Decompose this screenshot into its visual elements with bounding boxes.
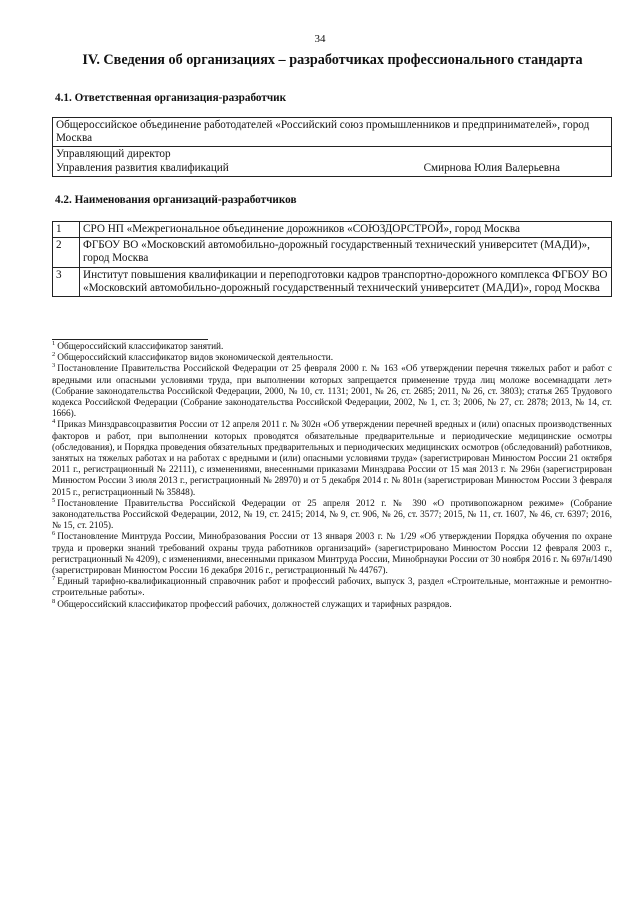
position-line1: Управляющий директор — [56, 148, 171, 161]
footnote-divider — [52, 339, 208, 340]
row-number: 3 — [53, 267, 80, 296]
responsible-organization: Общероссийское объединение работодателей «Российский союз промышленников и предпринимателей», город Москва — [53, 118, 612, 147]
developer-name: СРО НП «Межрегиональное объединение дорожников «СОЮЗДОРСТРОЙ», город Москва — [80, 222, 612, 238]
developers-heading: 4.2. Наименования организаций-разработчиков — [55, 194, 297, 206]
footnote-3: $^3$ Постановление Правительства Российской Федерации от 25 февраля 2000 г. № 163 «Об утверждении перечня тяжелых работ и работ с вредными или опасными условиями труда, при выполнении которых запрещается применение труда лиц моложе восемнадцати лет» (Собрание законодательства Российской Федерации, 2000, № 10, ст. 1131; 2001, № 26, ст. 2685; 2011, № 26, ст. 3803); статья 265 Трудового кодекса Российской Федерации (Собрание законодательства Российской Федерации, 2002, № 1, ст. 3; 2006, № 27, ст. 2878; 2013, № 14, ст. 1666). — [52, 362, 612, 420]
row-number: 2 — [53, 238, 80, 267]
position-line2: Управления развития квалификаций — [56, 161, 229, 174]
footnotes — [52, 339, 612, 611]
page-number: 34 — [314, 33, 326, 45]
footnote-5: $^5$ Постановление Правительства Российской Федерации от 25 апреля 2012 г. № 390 «О противопожарном режиме» (Собрание законодательства Российской Федерации, 2012, № 19, ст. 2415; 2014, № 9, ст. 906, № 26, ст. 3577; 2015, № 11, ст. 1607, № 46, ст. 6397; 2016, № 15, ст. 2105). — [52, 496, 612, 532]
person-name: Смирнова Юлия Валерьевна — [423, 161, 560, 174]
footnote-4: $^4$ Приказ Минздравсоцразвития России от 12 апреля 2011 г. № 302н «Об утверждении перечней вредных и (или) опасных производственных факторов и работ, при выполнении которых проводятся обязательные предварительные и периодические медицинские осмотры (обследования), и Порядка проведения обязательных предварительных и периодических медицинских осмотров (обследований) работников, занятых на тяжелых работах и на работах с вредными и (или) опасными условиями труда» (зарегистрирован Минюстом России 21 октября 2011 г., регистрационный № 22111), с изменениями, внесенными приказами Минздрава России от 15 мая 2013 г. № 296н (зарегистрирован Минюстом России 3 июля 2013 г., регистрационный № 28970) и от 5 декабря 2014 г. № 801н (зарегистрирован Минюстом России 3 февраля 2015 г., регистрационный № 35848). — [52, 418, 612, 498]
row-number: 1 — [53, 222, 80, 238]
footnote-2: $^2$ Общероссийский классификатор видов экономической деятельности. — [52, 351, 334, 364]
developer-name: Институт повышения квалификации и переподготовки кадров транспортно-дорожного комплекса ФГБОУ ВО «Московский автомобильно-дорожный государственный технический университет (МАДИ)», город Москва — [80, 267, 612, 296]
table-row — [53, 118, 612, 147]
footnote-1: $^1$ Общероссийский классификатор занятий. — [52, 339, 224, 352]
table-row — [53, 222, 612, 238]
responsible-heading: 4.1. Ответственная организация-разработчик — [55, 92, 287, 104]
developer-name: ФГБОУ ВО «Московский автомобильно-дорожный государственный технический университет (МАДИ)», город Москва — [80, 238, 612, 267]
table-row — [53, 267, 612, 296]
footnote-6: $^6$ Постановление Минтруда России, Минобразования России от 13 января 2003 г. № 1/29 «Об утверждении Порядка обучения по охране труда и проверки знаний требований охраны труда работников организаций» (зарегистрировано Минюстом России 12 февраля 2003 г., регистрационный № 4209), с изменениями, внесенными приказом Минтруда России, Минобрнауки России от 30 ноября 2016 г. № 697н/1490 (зарегистрирован Минюстом России 16 декабря 2016 г., регистрационный № 44767). — [52, 530, 612, 577]
responsible-person-cell — [53, 147, 612, 176]
section-title: IV. Сведения об организациях – разработчиках профессионального стандарта — [82, 52, 583, 68]
developers-table — [52, 221, 612, 297]
footnote-7: $^7$ Единый тарифно-квалификационный справочник работ и профессий рабочих, выпуск 3, раздел «Строительные, монтажные и ремонтно-строительные работы». — [52, 575, 612, 599]
footnote-8: $^8$ Общероссийский классификатор профессий рабочих, должностей служащих и тарифных разрядов. — [52, 597, 452, 610]
table-row — [53, 238, 612, 267]
responsible-table — [52, 117, 612, 177]
table-row — [53, 147, 612, 176]
